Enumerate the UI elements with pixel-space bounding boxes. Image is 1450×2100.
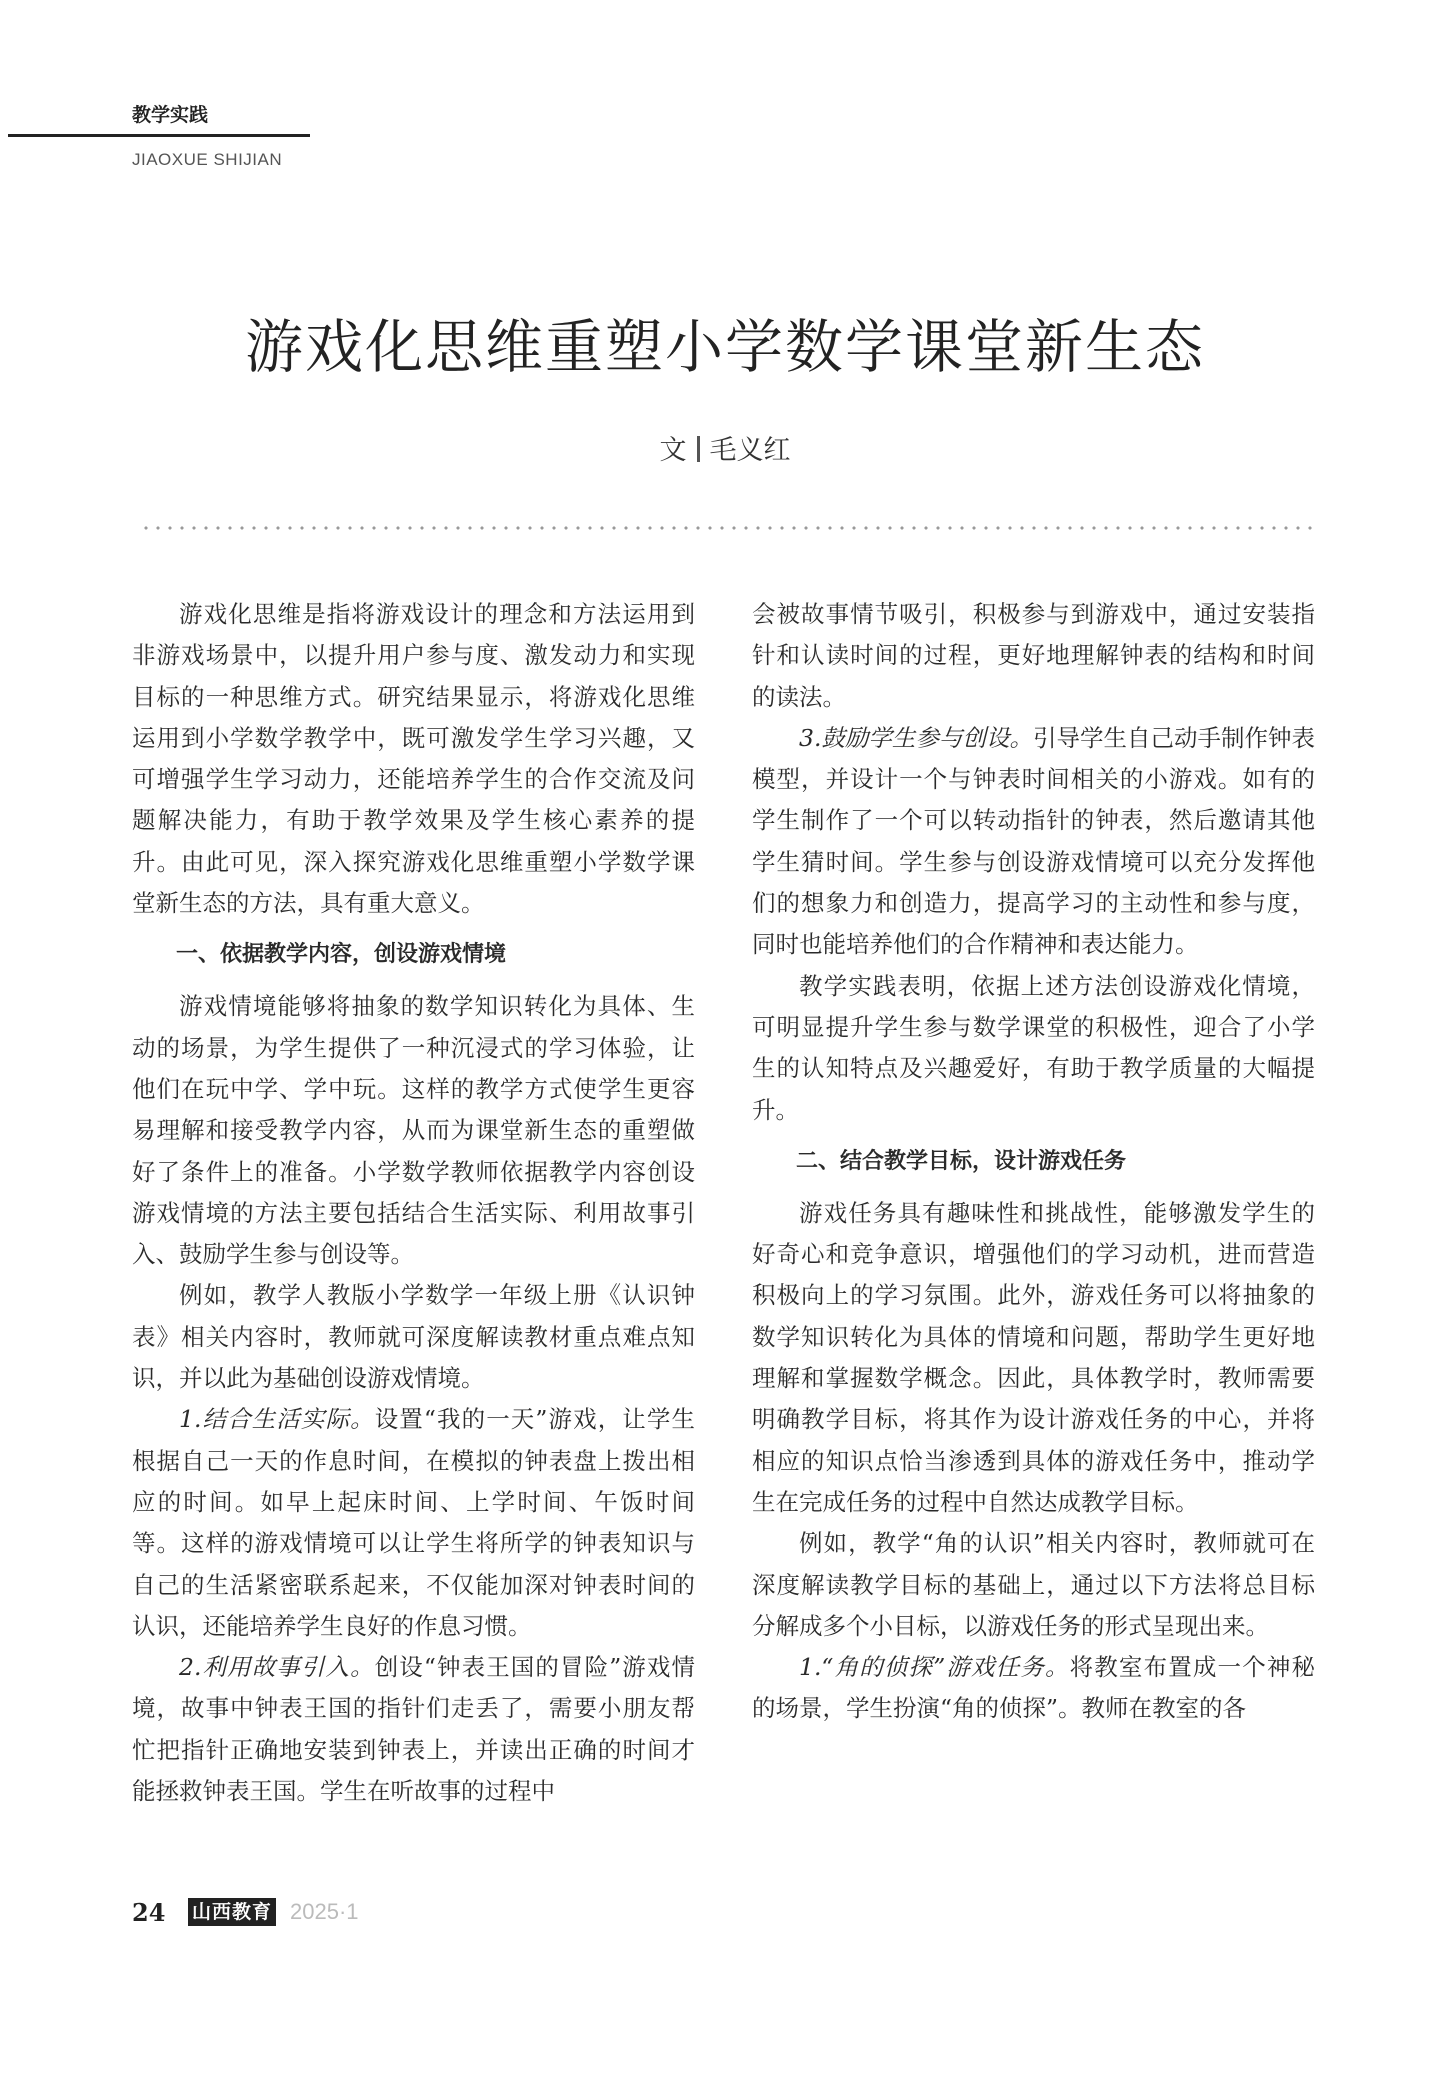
paragraph <box>752 718 1315 966</box>
paragraph: 例如，教学“角的认识”相关内容时，教师就可在深度解读教学目标的基础上，通过以下方法将总目标分解成多个小目标，以游戏任务的形式呈现出来。 <box>752 1529 1315 1640</box>
paragraph-text: 引导学生自己动手制作钟表模型，并设计一个与钟表时间相关的小游戏。如有的学生制作了一个可以转动指针的钟表，然后邀请其他学生猜时间。学生参与创设游戏情境可以充分发挥他们的想象力和创造力，提高学习的主动性和参与度，同时也能培养他们的合作精神和表达能力。 <box>752 723 1316 959</box>
paragraph-text: 将教室布置成一个神秘的场景，学生扮演“角的侦探”。教师在教室的各 <box>752 1653 1315 1723</box>
paragraph: 游戏任务具有趣味性和挑战性，能够激发学生的好奇心和竞争意识，增强他们的学习动机，进而营造积极向上的学习氛围。此外，游戏任务可以将抽象的数学知识转化为具体的情境和问题，帮助学生更好地理解和掌握数学概念。因此，具体教学时，教师需要明确教学目标，将其作为设计游戏任务的中心，并将相应的知识点恰当渗透到具体的游戏任务中，推动学生在完成任务的过程中自然达成教学目标。 <box>752 1198 1315 1516</box>
dotted-divider <box>140 526 1320 530</box>
paragraph <box>132 1399 695 1647</box>
paragraph-text: 创设“钟表王国的冒险”游戏情境，故事中钟表王国的指针们走丢了，需要小朋友帮忙把指针正确地安装到钟表上，并读出正确的时间才能拯救钟表王国。学生在听故事的过程中 <box>132 1653 695 1806</box>
section-heading-2: 二、结合教学目标，设计游戏任务 <box>796 1148 1127 1174</box>
paragraph-lead: 3.鼓励学生参与创设。 <box>799 723 1033 752</box>
paragraph-lead: 2.利用故事引入。 <box>179 1653 375 1682</box>
journal-logo: 山西教育 <box>188 1898 276 1926</box>
section-heading-1: 一、依据教学内容，创设游戏情境 <box>176 942 507 968</box>
section-label: 教学实践 <box>132 104 209 126</box>
paragraph: 游戏情境能够将抽象的数学知识转化为具体、生动的场景，为学生提供了一种沉浸式的学习体验，让他们在玩中学、学中玩。这样的教学方式使学生更容易理解和接受教学内容，从而为课堂新生态的重塑做好了条件上的准备。小学数学教师依据教学内容创设游戏情境的方法主要包括结合生活实际、利用故事引入、鼓励学生参与创设等。 <box>132 992 695 1269</box>
paragraph-lead: 1.“角的侦探”游戏任务。 <box>799 1653 1070 1682</box>
page-number: 24 <box>132 1898 166 1927</box>
section-rule <box>8 134 310 137</box>
paragraph-lead: 1.结合生活实际。 <box>179 1405 375 1434</box>
right-column <box>752 594 1315 1730</box>
paragraph <box>132 1647 695 1812</box>
byline <box>0 428 1450 467</box>
paragraph: 例如，教学人教版小学数学一年级上册《认识钟表》相关内容时，教师就可深度解读教材重点难点知识，并以此为基础创设游戏情境。 <box>132 1281 695 1393</box>
section-pinyin: JIAOXUE SHIJIAN <box>132 150 283 169</box>
byline-prefix: 文 <box>659 435 687 466</box>
author-name: 毛义红 <box>709 435 791 466</box>
issue-number: 2025·1 <box>290 1899 359 1924</box>
paragraph: 教学实践表明，依据上述方法创设游戏化情境，可明显提升学生参与数学课堂的积极性，迎合了小学生的认知特点及兴趣爱好，有助于教学质量的大幅提升。 <box>752 971 1315 1124</box>
paragraph-text: 设置“我的一天”游戏，让学生根据自己一天的作息时间，在模拟的钟表盘上拨出相应的时间。如早上起床时间、上学时间、午饭时间等。这样的游戏情境可以让学生将所学的钟表知识与自己的生活紧密联系起来，不仅能加深对钟表时间的认识，还能培养学生良好的作息习惯。 <box>132 1405 695 1640</box>
paragraph-continued: 会被故事情节吸引，积极参与到游戏中，通过安装指针和认读时间的过程，更好地理解钟表的结构和时间的读法。 <box>752 600 1315 711</box>
paragraph <box>752 1647 1315 1730</box>
byline-separator <box>697 436 700 462</box>
paragraph: 游戏化思维是指将游戏设计的理念和方法运用到非游戏场景中，以提升用户参与度、激发动力和实现目标的一种思维方式。研究结果显示，将游戏化思维运用到小学数学教学中，既可激发学生学习兴趣，又可增强学生学习动力，还能培养学生的合作交流及问题解决能力，有助于教学效果及学生核心素养的提升。由此可见，深入探究游戏化思维重塑小学数学课堂新生态的方法，具有重大意义。 <box>132 600 695 918</box>
article-title: 游戏化思维重塑小学数学课堂新生态 <box>244 313 1205 381</box>
left-column <box>132 594 695 1812</box>
